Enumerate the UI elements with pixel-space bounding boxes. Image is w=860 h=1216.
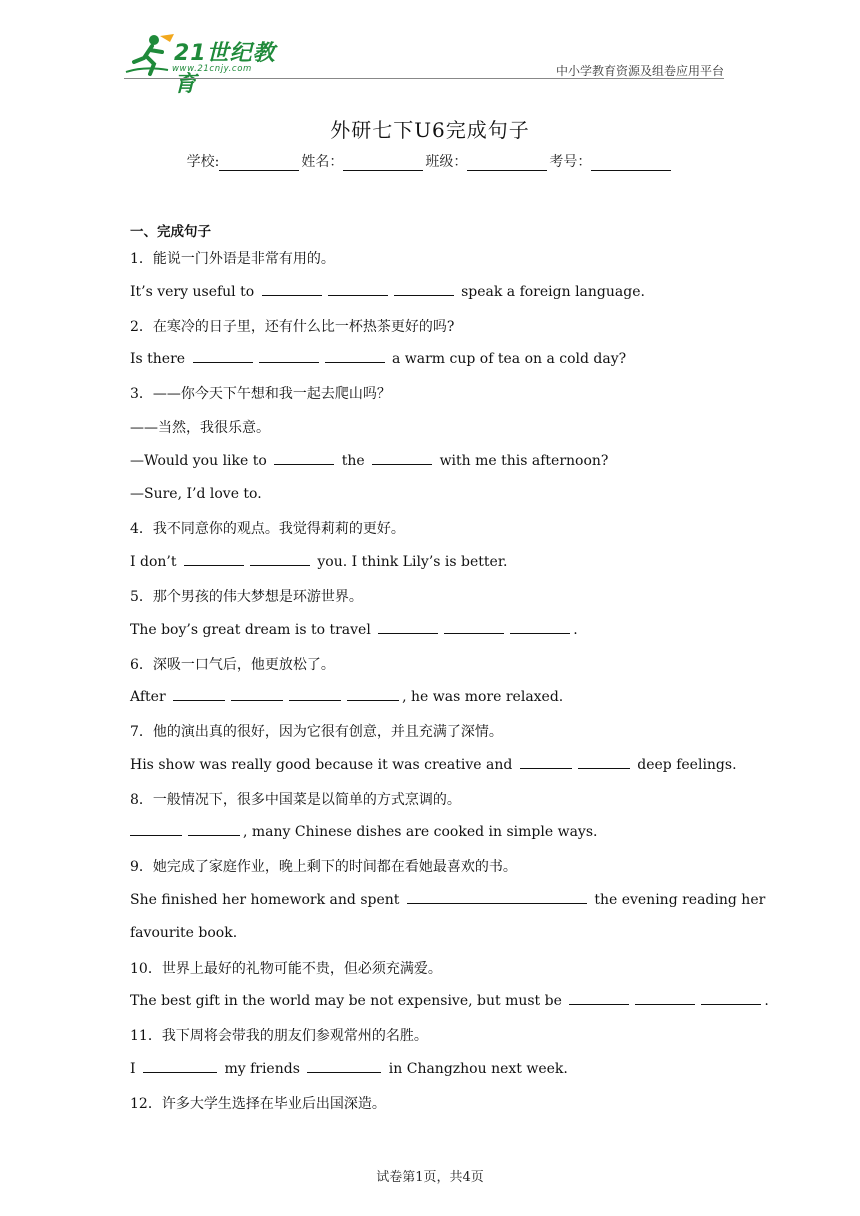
answer-blank[interactable] xyxy=(262,283,322,296)
answer-blank[interactable] xyxy=(378,621,438,634)
q1-text-b: speak a foreign language. xyxy=(461,284,645,300)
question-7-english xyxy=(130,756,737,773)
q8-text-b: , many Chinese dishes are cooked in simple ways. xyxy=(243,824,598,840)
answer-blank[interactable] xyxy=(347,688,399,701)
answer-blank[interactable] xyxy=(325,350,385,363)
question-3-english xyxy=(130,452,608,469)
class-field[interactable] xyxy=(467,155,547,171)
page-header xyxy=(124,32,724,97)
section-heading: 一、完成句子 xyxy=(130,224,211,240)
name-field[interactable] xyxy=(343,155,423,171)
class-label: 班级： xyxy=(425,154,468,170)
q3-text-b: the xyxy=(341,453,365,469)
name-label: 姓名： xyxy=(301,154,344,170)
question-6-chinese: 6．深吸一口气后，他更放松了。 xyxy=(130,657,335,673)
question-5-english xyxy=(130,621,578,638)
question-3-reply: —Sure, I’d love to. xyxy=(130,486,262,502)
question-11-chinese: 11．我下周将会带我的朋友们参观常州的名胜。 xyxy=(130,1028,428,1044)
question-11-english xyxy=(130,1060,568,1077)
answer-blank[interactable] xyxy=(193,350,253,363)
answer-blank[interactable] xyxy=(184,553,244,566)
logo-text: 21世纪教育 xyxy=(174,41,276,97)
question-9-english-cont: favourite book. xyxy=(130,925,238,941)
answer-blank[interactable] xyxy=(578,756,630,769)
q9-text-b: the evening reading her xyxy=(594,892,766,908)
student-info-line xyxy=(0,151,860,171)
answer-blank[interactable] xyxy=(520,756,572,769)
q4-text-a: I don’t xyxy=(130,554,177,570)
q2-text-a: Is there xyxy=(130,351,186,367)
q6-text-a: After xyxy=(130,689,166,705)
school-field[interactable] xyxy=(219,155,299,171)
answer-blank[interactable] xyxy=(569,992,629,1005)
question-9-chinese: 9．她完成了家庭作业，晚上剩下的时间都在看她最喜欢的书。 xyxy=(130,859,517,875)
question-9-english xyxy=(130,891,765,908)
answer-blank[interactable] xyxy=(188,823,240,836)
question-8-chinese: 8．一般情况下，很多中国菜是以简单的方式烹调的。 xyxy=(130,792,461,808)
q10-text-b: . xyxy=(764,993,769,1009)
answer-blank[interactable] xyxy=(510,621,570,634)
q10-text-a: The best gift in the world may be not expensive, but must be xyxy=(130,993,562,1009)
answer-blank[interactable] xyxy=(274,452,334,465)
q7-text-b: deep feelings. xyxy=(637,757,737,773)
question-5-chinese: 5．那个男孩的伟大梦想是环游世界。 xyxy=(130,589,363,605)
answer-blank[interactable] xyxy=(289,688,341,701)
q3-text-a: —Would you like to xyxy=(130,453,267,469)
question-6-english xyxy=(130,688,563,705)
answer-blank[interactable] xyxy=(444,621,504,634)
q5-text-a: The boy’s great dream is to travel xyxy=(130,622,371,638)
question-8-english xyxy=(130,823,597,840)
answer-blank[interactable] xyxy=(173,688,225,701)
logo xyxy=(124,32,294,97)
exam-no-field[interactable] xyxy=(591,155,671,171)
q3-text-c: with me this afternoon? xyxy=(439,453,609,469)
page-footer: 试卷第1页，共4页 xyxy=(376,1170,484,1185)
q9-text-a: She finished her homework and spent xyxy=(130,892,400,908)
q11-text-b: my friends xyxy=(224,1061,300,1077)
q4-text-b: you. I think Lily’s is better. xyxy=(317,554,508,570)
q11-text-c: in Changzhou next week. xyxy=(388,1061,568,1077)
answer-blank[interactable] xyxy=(231,688,283,701)
question-1-english xyxy=(130,283,645,300)
q11-text-a: I xyxy=(130,1061,136,1077)
answer-blank[interactable] xyxy=(259,350,319,363)
question-4-chinese: 4．我不同意你的观点。我觉得莉莉的更好。 xyxy=(130,521,405,537)
question-2-chinese: 2．在寒冷的日子里，还有什么比一杯热茶更好的吗? xyxy=(130,319,455,335)
answer-blank[interactable] xyxy=(701,992,761,1005)
q2-text-b: a warm cup of tea on a cold day? xyxy=(391,351,627,367)
platform-name: 中小学教育资源及组卷应用平台 xyxy=(555,64,724,78)
answer-blank[interactable] xyxy=(372,452,432,465)
q6-text-b: , he was more relaxed. xyxy=(402,689,564,705)
answer-blank[interactable] xyxy=(328,283,388,296)
question-1-chinese: 1．能说一门外语是非常有用的。 xyxy=(130,251,335,267)
runner-logo-icon xyxy=(124,32,178,78)
question-10-english xyxy=(130,992,769,1009)
q1-text-a: It’s very useful to xyxy=(130,284,255,300)
school-label: 学校: xyxy=(186,154,220,170)
header-divider xyxy=(124,78,724,79)
exam-no-label: 考号： xyxy=(549,154,592,170)
question-7-chinese: 7．他的演出真的很好，因为它很有创意，并且充满了深情。 xyxy=(130,724,503,740)
question-3-chinese-b: ——当然，我很乐意。 xyxy=(130,420,270,436)
answer-blank[interactable] xyxy=(250,553,310,566)
answer-blank[interactable] xyxy=(407,891,587,904)
logo-url: www.21cnjy.com xyxy=(172,64,252,74)
answer-blank[interactable] xyxy=(394,283,454,296)
answer-blank[interactable] xyxy=(307,1060,381,1073)
question-4-english xyxy=(130,553,507,570)
page-title: 外研七下U6完成句子 xyxy=(330,118,530,142)
answer-blank[interactable] xyxy=(635,992,695,1005)
question-12-chinese: 12．许多大学生选择在毕业后出国深造。 xyxy=(130,1096,386,1112)
answer-blank[interactable] xyxy=(143,1060,217,1073)
q7-text-a: His show was really good because it was creative and xyxy=(130,757,513,773)
q5-text-b: . xyxy=(573,622,578,638)
question-3-chinese-a: 3．——你今天下午想和我一起去爬山吗？ xyxy=(130,386,391,402)
question-10-chinese: 10．世界上最好的礼物可能不贵，但必须充满爱。 xyxy=(130,961,442,977)
question-2-english xyxy=(130,350,626,367)
answer-blank[interactable] xyxy=(130,823,182,836)
